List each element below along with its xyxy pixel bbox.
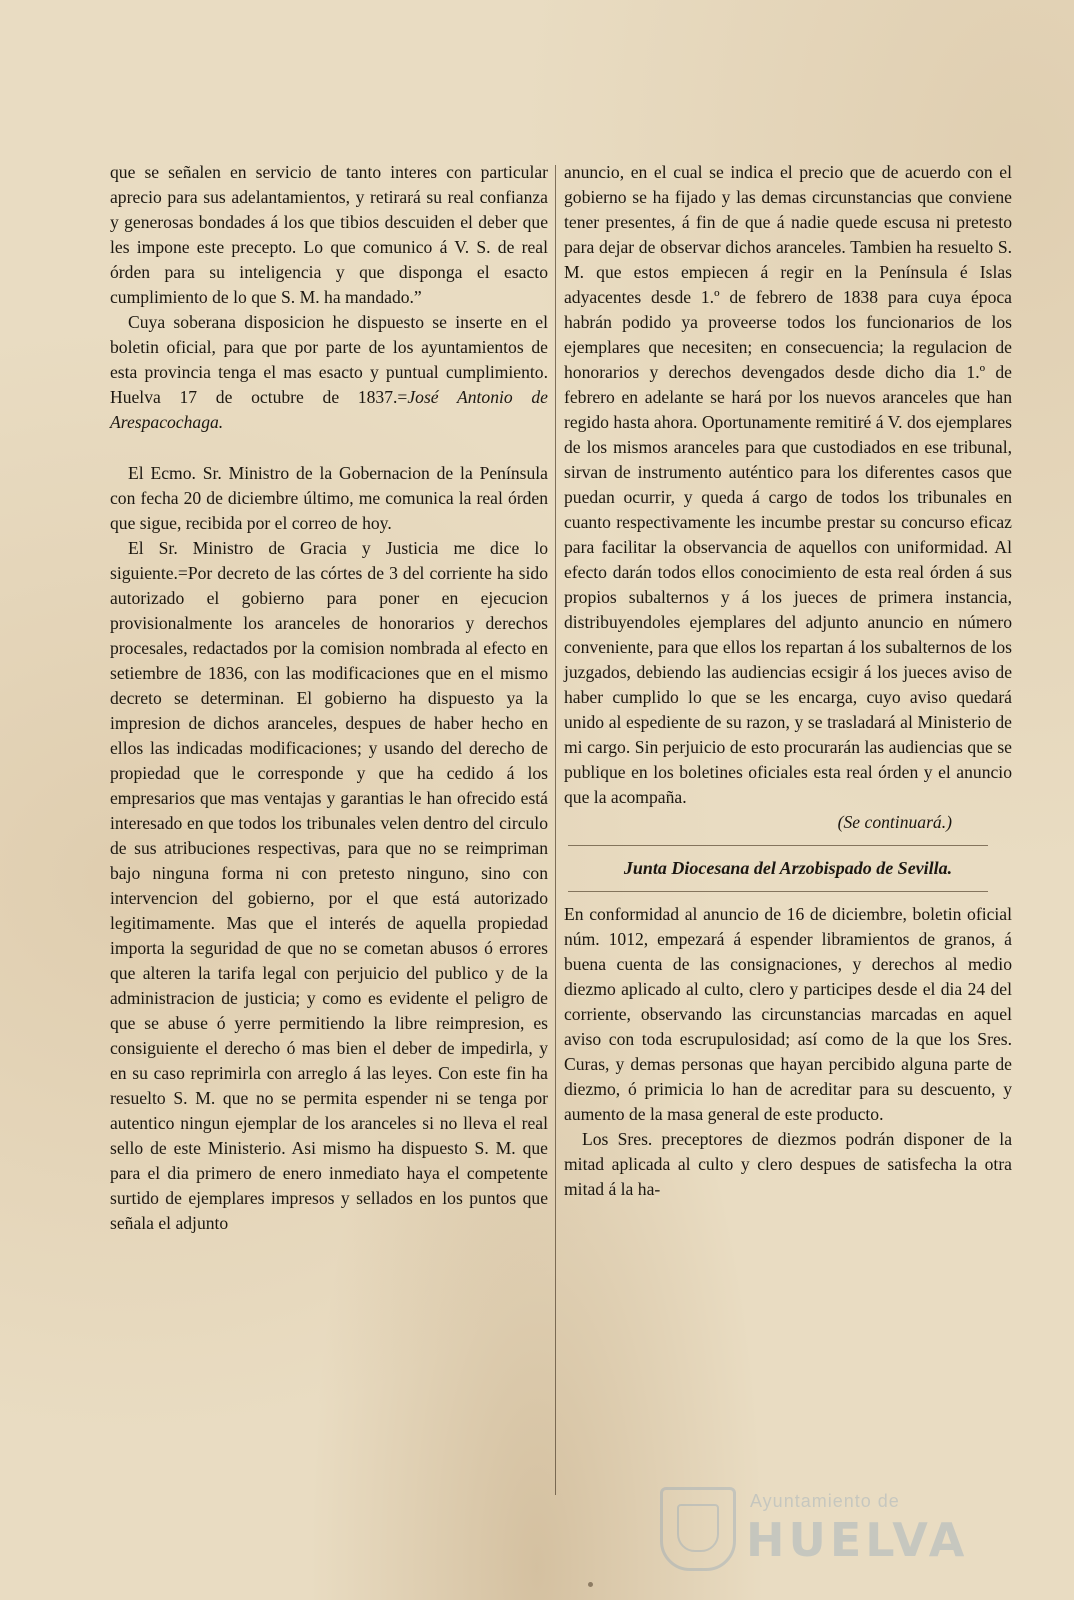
shield-icon bbox=[660, 1487, 736, 1571]
left-paragraph-1: que se señalen en servicio de tanto interes con particular aprecio para sus adelantamientos, y retirará su real confianza y generosas bondades á los que tibios descuiden el deber que les impone este precepto. Lo que comunico á V. S. de real órden para su inteligencia y que disponga el esacto cumplimiento de lo que S. M. ha mandado.” bbox=[110, 162, 548, 307]
right-paragraph-3: Los Sres. preceptores de diezmos podrán disponer de la mitad aplicada al culto y clero despues de satisfecha la otra mitad á la ha- bbox=[564, 1129, 1012, 1199]
signature: José Antonio de Arespacochaga. bbox=[110, 387, 548, 432]
archive-watermark bbox=[660, 1485, 1000, 1575]
faded-header bbox=[150, 12, 930, 30]
right-paragraph-1: anuncio, en el cual se indica el precio que de acuerdo con el gobierno se ha fijado y las demas circunstancias que conviene tener presentes, á fin de que á nadie quede escusa ni pretesto para dejar de observar dichos aranceles. Tambien ha resuelto S. M. que estos empiecen á regir en la Península é Islas adyacentes desde 1.º de febrero de 1838 para cuya época habrán podido ya proveerse todos los funcionarios de los ejemplares que necesiten; en consecuencia; la regulacion de honorarios y derechos devengados desde dicho dia 1.º de febrero en adelante se hará por los nuevos aranceles que han regido hasta ahora. Oportunamente remitiré á V. dos ejemplares de los mismos aranceles para que custodiados en ese tribunal, sirvan de instrumento auténtico para los diferentes casos que puedan ocurrir, y queda á cargo de todos los tribunales en cuanto respectivamente les incumbe prestar su concurso eficaz para facilitar la observancia de aquellos con uniformidad. Al efecto darán todos ellos conocimiento de esta real órden á sus propios subalternos y á los jueces de primera instancia, distribuyendoles ejemplares del adjunto anuncio en número conveniente, para que ellos los repartan á los subalternos de los juzgados, debiendo las audiencias ecsigir á los jueces aviso de haber cumplido lo que se les encarga, cuyo aviso quedará unido al espediente de su razon, y se trasladará al Ministerio de mi cargo. Sin perjuicio de esto procurarán las audiencias que se publique en los boletines oficiales esta real órden y el anuncio que la acompaña. bbox=[564, 162, 1012, 807]
section-heading: Junta Diocesana del Arzobispado de Sevilla. bbox=[623, 858, 953, 878]
left-paragraph-3: El Ecmo. Sr. Ministro de la Gobernacion de la Península con fecha 20 de diciembre último, me comunica la real órden que sigue, recibida por el correo de hoy. bbox=[110, 463, 548, 533]
spacer bbox=[110, 435, 548, 461]
ink-dot bbox=[588, 1582, 593, 1587]
section-rule-2 bbox=[568, 891, 988, 892]
left-paragraph-2-text: Cuya soberana disposicion he dispuesto se inserte en el boletin oficial, para que por parte de los ayuntamientos de esta provincia tenga el mas esacto y puntual cumplimiento. Huelva 17 de octubre de 1837.= bbox=[110, 312, 548, 407]
left-paragraph-4: El Sr. Ministro de Gracia y Justicia me dice lo siguiente.=Por decreto de las córtes de 3 del corriente ha sido autorizado el gobierno para poner en ejecucion provisionalmente los aranceles de honorarios y derechos procesales, redactados por la comision nombrada al efecto en setiembre de 1836, con las modificaciones que en el mismo decreto se determinan. El gobierno ha dispuesto ya la impresion de dichos aranceles, despues de haber hecho en ellos las indicadas modificaciones; y usando del derecho de propiedad que le corresponde y que ha cedido á los empresarios que mas ventajas y garantias le han ofrecido está interesado en que todos los tribunales velen dentro del circulo de sus atribuciones respectivas, para que no se reimpriman bajo ninguna forma ni con pretesto ninguno, sino con intervencion del gobierno, por el que está autorizado legitimamente. Mas que el interés de aquella propiedad importa la seguridad de que no se cometan abusos ó errores que alteren la tarifa legal con perjuicio del publico y de la administracion de justicia; y como es evidente el peligro de que se abuse ó yerre permitiendo la libre reimpresion, es consiguiente el derecho ó mas bien el deber de impedirla, y en su caso reprimirla con arreglo á las leyes. Con este fin ha resuelto S. M. que no se permita espender ni se tenga por autentico ningun ejemplar de los aranceles si no lleva el real sello de este Ministerio. Asi mismo ha dispuesto S. M. que para el dia primero de enero inmediato haya el competente surtido de ejemplares impresos y sellados en los puntos que señala el adjunto bbox=[110, 538, 548, 1233]
watermark-top-text: Ayuntamiento de bbox=[750, 1491, 900, 1511]
left-paragraph-2 bbox=[110, 310, 548, 435]
column-divider bbox=[555, 165, 556, 1495]
continued-note: (Se continuará.) bbox=[837, 812, 952, 832]
right-column bbox=[564, 160, 1012, 1202]
right-paragraph-2: En conformidad al anuncio de 16 de diciembre, boletin oficial núm. 1012, empezará á espender libramientos de granos, á buena cuenta de las consignaciones, y derechos al medio diezmo aplicado al culto, clero y participes desde el dia 24 del corriente, observando las circunstancias marcadas en aquel aviso con toda escrupulosidad; así como de la que los Sres. Curas, y demas personas que hayan percibido alguna parte de diezmo, ó primicia lo han de acreditar para su descuento, y aumento de la masa general de este producto. bbox=[564, 904, 1012, 1124]
watermark-big-text: HUELVA bbox=[746, 1513, 969, 1567]
left-column bbox=[110, 160, 548, 1236]
section-rule bbox=[568, 845, 988, 846]
